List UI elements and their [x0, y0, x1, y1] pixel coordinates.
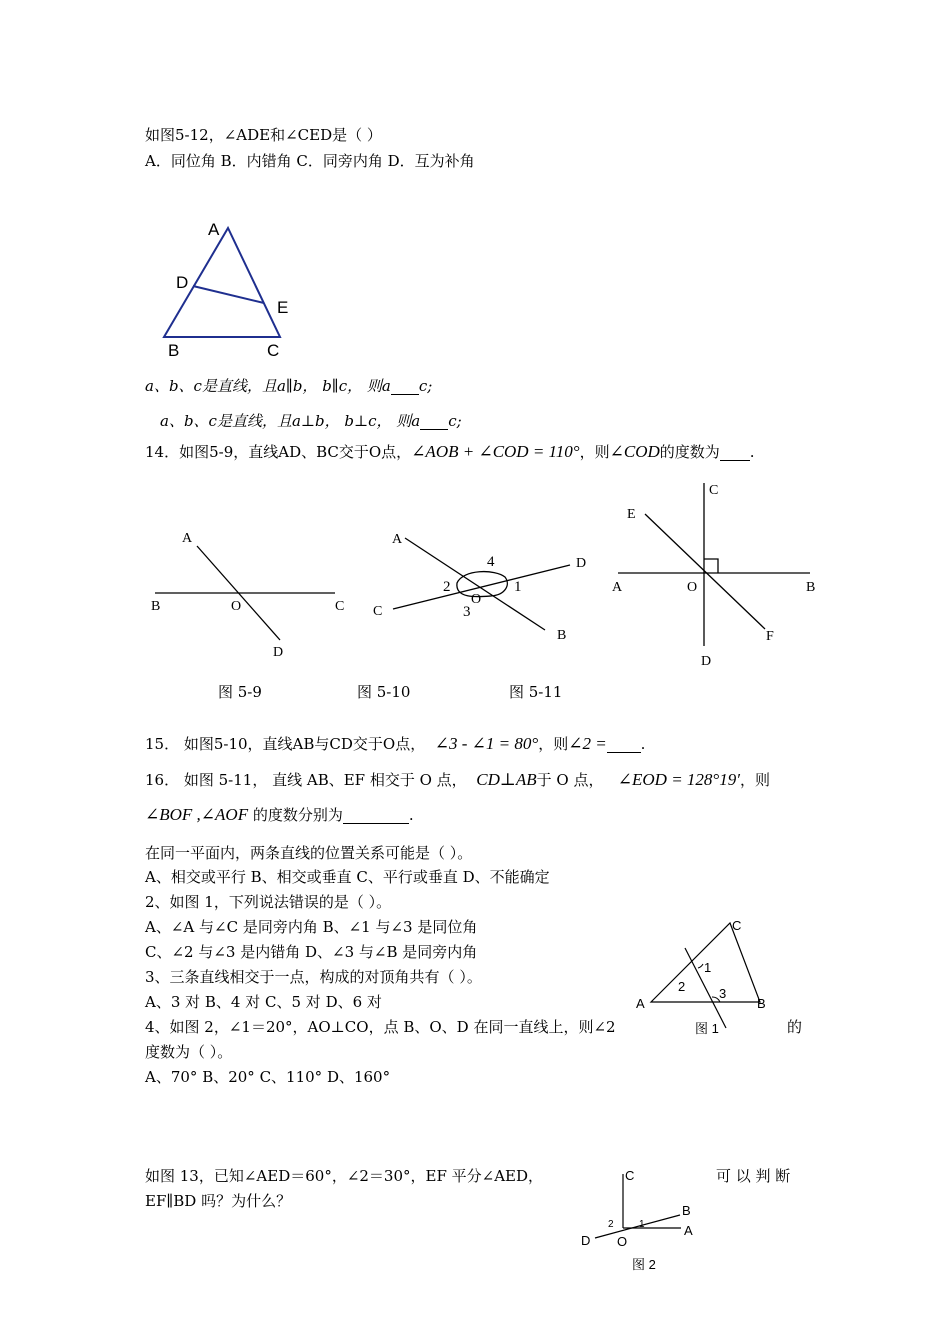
figure-5-9-caption: 图 5-9 — [218, 683, 262, 701]
perpendicular-line-2-text: a、b、c是直线，且a⊥b， b⊥c， 则a — [160, 412, 421, 430]
q14-math: ∠AOB + ∠COD = 110° — [411, 442, 580, 461]
q14-end: . — [749, 443, 755, 461]
mc-question-4-de: 的 — [787, 1018, 803, 1036]
fig510-label-d: D — [576, 556, 587, 571]
fig1-label-c: C — [732, 918, 742, 933]
fig512-label-c: C — [267, 341, 280, 360]
fig1-angle-2: 2 — [678, 979, 686, 994]
q15-mid: ，则 — [538, 735, 569, 753]
mc-question-4-options: A、70° B、20° C、110° D、160° — [145, 1068, 391, 1086]
q14-post: 的度数为 — [659, 443, 720, 461]
q16-line2-text: 的度数分别为 — [252, 806, 343, 824]
fig1-angle-3: 3 — [719, 986, 727, 1001]
figure-1-triangle — [628, 910, 788, 1040]
fig2-label-o: O — [617, 1234, 628, 1249]
fig512-label-e: E — [277, 298, 289, 317]
fig510-label-o: O — [471, 592, 482, 607]
fig59-label-b: B — [151, 599, 161, 614]
q16-line2-end: . — [408, 806, 414, 824]
parallel-line-1 — [145, 377, 432, 395]
answer-blank[interactable] — [607, 752, 641, 753]
q15-end: . — [640, 735, 646, 753]
mc-question-3: 3、三条直线相交于一点，构成的对顶角共有（ ）。 — [145, 968, 482, 986]
question-13-line-2: EF∥BD 吗？为什么？ — [145, 1192, 292, 1210]
fig512-label-a: A — [208, 220, 220, 239]
fig511-label-e: E — [627, 507, 636, 522]
question-512-stem: 如图5-12，∠ADE和∠CED是（ ） — [145, 126, 382, 144]
q14-mid: ，则 — [579, 443, 610, 461]
fig59-label-o: O — [231, 599, 242, 614]
fig1-label-b: B — [757, 996, 766, 1011]
fig1-caption: 图 1 — [695, 1021, 719, 1036]
q15-text: 15． 如图5-10，直线AB与CD交于O点， — [145, 735, 426, 753]
mc-question-4: 4、如图 2，∠1＝20°，AO⊥CO，点 B、O、D 在同一直线上，则∠2 — [145, 1018, 616, 1036]
fig511-label-a: A — [612, 580, 623, 595]
q16-line2-math: ∠BOF ,∠AOF — [145, 805, 249, 824]
fig2-caption: 图 2 — [632, 1257, 656, 1272]
fig511-label-o: O — [687, 580, 698, 595]
mc-question-1-options: A、相交或平行 B、相交或垂直 C、平行或垂直 D、不能确定 — [145, 868, 550, 886]
answer-blank[interactable] — [420, 429, 448, 430]
fig2-angle-1: 1 — [639, 1219, 645, 1230]
question-16-line-2 — [145, 806, 414, 824]
fig2-angle-2: 2 — [608, 1219, 614, 1230]
fig512-label-d: D — [176, 273, 189, 292]
fig510-angle-4: 4 — [487, 554, 495, 570]
fig1-label-a: A — [636, 996, 645, 1011]
fig510-label-a: A — [392, 532, 403, 547]
mc-question-2-options-2: C、∠2 与∠3 是内错角 D、∠3 与∠B 是同旁内角 — [145, 943, 478, 961]
q14-text: 14．如图5-9，直线AD、BC交于O点， — [145, 443, 412, 461]
q15-math2: ∠2 = — [568, 734, 607, 753]
question-13-line-1-right: 可 以 判 断 — [716, 1167, 791, 1185]
figure-5-11-caption: 图 5-11 — [509, 683, 563, 701]
question-14 — [145, 443, 755, 461]
fig510-angle-3: 3 — [463, 604, 471, 620]
fig511-label-b: B — [806, 580, 816, 595]
answer-blank[interactable] — [391, 394, 419, 395]
q14-math2: ∠COD — [609, 442, 660, 461]
fig511-label-f: F — [766, 629, 774, 644]
q15-math: ∠3 - ∠1 = 80° — [434, 734, 539, 753]
fig59-label-c: C — [335, 599, 345, 614]
question-16 — [145, 771, 770, 789]
q16-math: CD⊥AB — [476, 770, 537, 789]
figure-5-12-triangle — [150, 215, 310, 365]
mc-question-2-options-1: A、∠A 与∠C 是同旁内角 B、∠1 与∠3 是同位角 — [145, 918, 478, 936]
answer-blank[interactable] — [343, 823, 409, 824]
fig510-label-b: B — [557, 628, 567, 643]
fig2-label-a: A — [684, 1223, 693, 1238]
mc-question-2: 2、如图 1，下列说法错误的是（ ）。 — [145, 893, 392, 911]
fig510-angle-2: 2 — [443, 579, 451, 595]
mc-question-1: 在同一平面内，两条直线的位置关系可能是（ ）。 — [145, 844, 473, 862]
fig512-label-b: B — [168, 341, 180, 360]
perpendicular-line-2-end: c; — [448, 412, 462, 430]
fig511-label-c: C — [709, 483, 719, 498]
parallel-line-1-text: a、b、c是直线，且a∥b， b∥c， 则a — [145, 377, 391, 395]
fig2-label-d: D — [581, 1233, 591, 1248]
figure-5-10 — [365, 525, 605, 655]
fig59-label-a: A — [182, 531, 193, 546]
figure-5-10-caption: 图 5-10 — [357, 683, 411, 701]
figure-2 — [578, 1160, 708, 1278]
question-15 — [145, 735, 645, 753]
fig510-angle-1: 1 — [514, 579, 522, 595]
fig2-label-c: C — [625, 1168, 635, 1183]
question-13-line-1: 如图 13，已知∠AED＝60°，∠2＝30°，EF 平分∠AED， — [145, 1167, 544, 1185]
fig510-label-c: C — [373, 604, 383, 619]
q16-post: ，则 — [739, 771, 770, 789]
question-512-options: A．同位角 B．内错角 C．同旁内角 D．互为补角 — [145, 152, 475, 170]
fig511-label-d: D — [701, 654, 712, 669]
q16-math2: ∠EOD = 128°19′ — [617, 770, 740, 789]
mc-question-4-line-2: 度数为（ ）。 — [145, 1043, 233, 1061]
figure-5-11 — [605, 478, 830, 673]
fig2-label-b: B — [682, 1203, 691, 1218]
fig59-label-d: D — [273, 645, 284, 660]
mc-question-3-options: A、3 对 B、4 对 C、5 对 D、6 对 — [145, 993, 382, 1011]
fig1-angle-1: 1 — [704, 960, 712, 975]
figure-5-9 — [145, 525, 360, 665]
q16-text: 16． 如图 5-11， 直线 AB、EF 相交于 O 点， — [145, 771, 467, 789]
perpendicular-line-2 — [160, 412, 462, 430]
answer-blank[interactable] — [720, 460, 750, 461]
q16-mid: 于 O 点， — [536, 771, 604, 789]
parallel-line-1-end: c; — [418, 377, 433, 395]
